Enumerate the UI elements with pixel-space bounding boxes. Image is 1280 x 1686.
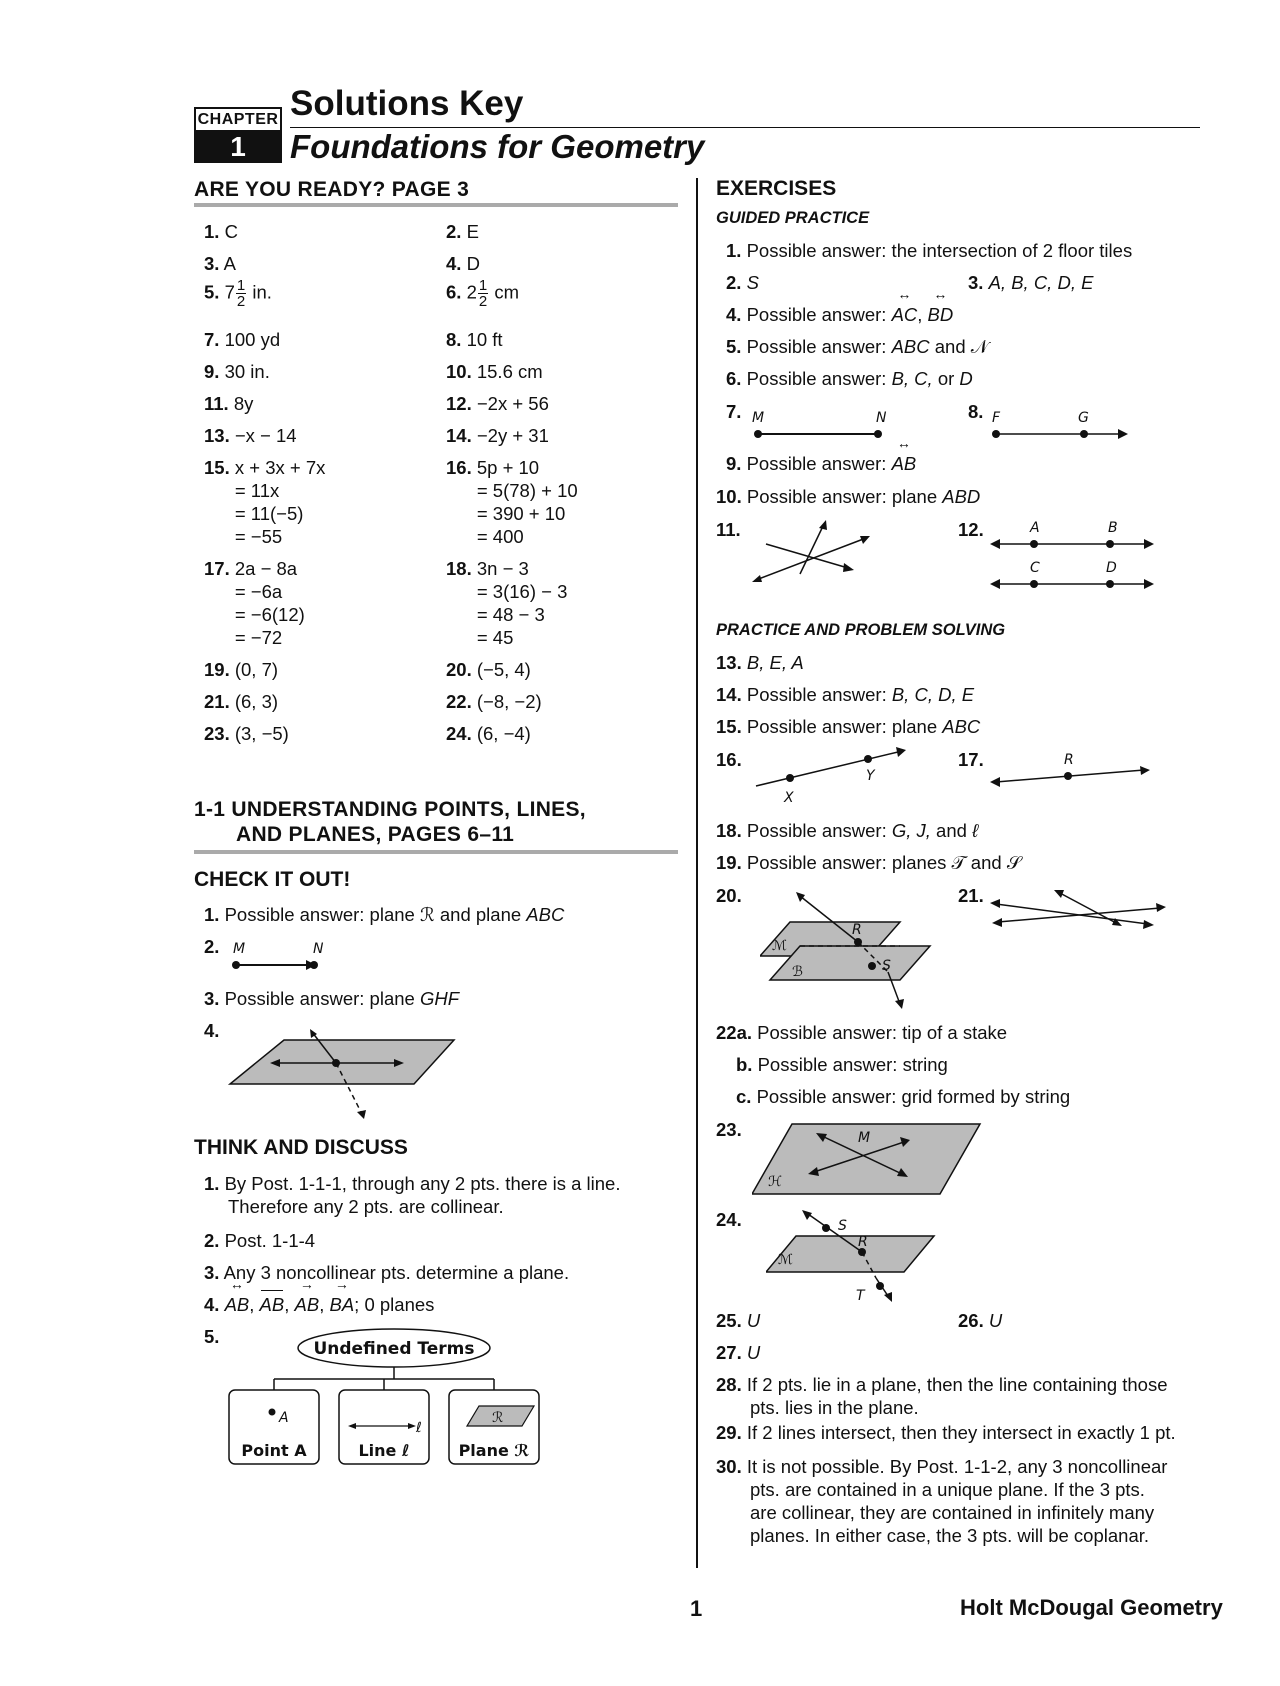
think-item-3: 3. Any 3 noncollinear pts. determine a plane.: [204, 1262, 570, 1283]
practice-22a: 22a. Possible answer: tip of a stake: [716, 1022, 1008, 1043]
ready-item: 20. (−5, 4): [446, 659, 531, 680]
practice-17: 17.: [958, 749, 984, 770]
section-heading-1: 1-1 UNDERSTANDING POINTS, LINES,: [194, 798, 586, 821]
svg-text:T: T: [856, 1288, 865, 1304]
practice-15: 15. Possible answer: plane ABC: [716, 716, 981, 737]
practice-16: 16.: [716, 749, 742, 770]
practice-21-diagram: [988, 884, 1168, 932]
guided-12: 12.: [958, 519, 984, 540]
ready-item: 9. 30 in.: [204, 361, 270, 382]
book-title: Holt McDougal Geometry: [960, 1595, 1223, 1620]
ready-item: 11. 8y: [204, 393, 254, 414]
check-2-diagram: [226, 938, 356, 972]
guided-practice-heading: GUIDED PRACTICE: [716, 209, 870, 227]
svg-text:B: B: [1108, 520, 1118, 536]
guided-8: 8.: [968, 401, 984, 422]
practice-30: 30. It is not possible. By Post. 1-1-2, any 3 noncollinear pts. are contained in a unique plane. If the 3 pts. are collinear, they are contained in infinitely many planes. In either case, the 3 pts. will be coplanar.: [716, 1456, 1168, 1546]
practice-18: 18. Possible answer: G, J, and ℓ: [716, 820, 979, 841]
practice-22b: b. Possible answer: string: [736, 1054, 948, 1075]
page-number: 1: [690, 1596, 703, 1621]
chapter-number: 1: [194, 131, 282, 163]
undefined-terms-diagram: [224, 1326, 554, 1470]
svg-text:A: A: [1030, 520, 1040, 536]
check-heading: CHECK IT OUT!: [194, 868, 351, 891]
section-rule: [194, 850, 678, 854]
think-heading: THINK AND DISCUSS: [194, 1136, 408, 1159]
svg-text:S: S: [882, 958, 891, 974]
point-a-label: Point A: [241, 1441, 307, 1460]
guided-1: 1. Possible answer: the intersection of 2 floor tiles: [726, 240, 1133, 261]
practice-28: 28. If 2 pts. lie in a plane, then the line containing those pts. lies in the plane.: [716, 1374, 1168, 1418]
svg-text:ℳ: ℳ: [778, 1252, 793, 1268]
ready-item: 1. C: [204, 221, 238, 242]
undefined-terms-label: Undefined Terms: [313, 1339, 475, 1359]
ready-item: 6. 2 $\frac{1}{2}$ cm: [446, 277, 520, 310]
guided-11-diagram: [748, 518, 878, 590]
guided-2: 2. S: [726, 272, 759, 293]
check-4-diagram: [224, 1026, 464, 1130]
ready-item: 18. 3n − 3 = 3(16) − 3 = 48 − 3 = 45: [446, 558, 568, 648]
line-label: Line ℓ: [358, 1441, 410, 1460]
svg-text:D: D: [1106, 560, 1117, 576]
practice-14: 14. Possible answer: B, C, D, E: [716, 684, 975, 705]
svg-text:ℬ: ℬ: [792, 964, 804, 980]
ready-item: 23. (3, −5): [204, 723, 289, 744]
practice-13: 13. B, E, A: [716, 652, 804, 673]
ready-item: 4. D: [446, 253, 480, 274]
guided-7: 7.: [726, 401, 742, 422]
guided-7-diagram: [748, 404, 898, 444]
svg-text:N: N: [876, 410, 887, 426]
guided-8-diagram: [988, 404, 1138, 444]
practice-29: 29. If 2 lines intersect, then they intersect in exactly 1 pt.: [716, 1422, 1176, 1443]
think-item-4: 4. AB ↔, AB, AB →, BA →; 0 planes: [204, 1293, 434, 1316]
ready-item: 16. 5p + 10 = 5(78) + 10 = 390 + 10 = 400: [446, 457, 578, 547]
svg-text:ℓ: ℓ: [416, 1420, 422, 1436]
check-item-4: 4.: [204, 1020, 220, 1041]
ready-item: 3. A: [204, 253, 236, 274]
practice-24-diagram: [766, 1206, 946, 1310]
ready-item: 15. x + 3x + 7x = 11x = 11(−5) = −55: [204, 457, 326, 547]
practice-23: 23.: [716, 1119, 742, 1140]
svg-text:C: C: [1030, 560, 1040, 576]
svg-text:R: R: [1064, 752, 1074, 768]
practice-22c: c. Possible answer: grid formed by string: [736, 1086, 1071, 1107]
ready-item: 19. (0, 7): [204, 659, 279, 680]
ready-heading: ARE YOU READY? PAGE 3: [194, 178, 470, 201]
svg-text:R: R: [852, 922, 862, 938]
guided-11: 11.: [716, 519, 741, 540]
svg-text:X: X: [784, 790, 794, 806]
ready-item: 2. E: [446, 221, 479, 242]
practice-27: 27. U: [716, 1342, 761, 1363]
guided-10: 10. Possible answer: plane ABD: [716, 486, 981, 507]
page-title: Solutions Key: [290, 84, 524, 123]
ready-item: 22. (−8, −2): [446, 691, 542, 712]
exercises-heading: EXERCISES: [716, 177, 837, 200]
ready-item: 17. 2a − 8a = −6a = −6(12) = −72: [204, 558, 305, 648]
check-item-2: 2.: [204, 936, 220, 957]
ready-item: 13. −x − 14: [204, 425, 297, 446]
column-divider: [696, 178, 698, 1568]
practice-26: 26. U: [958, 1310, 1003, 1331]
svg-text:R: R: [858, 1234, 868, 1250]
ready-item: 24. (6, −4): [446, 723, 531, 744]
think-item-1: 1. By Post. 1-1-1, through any 2 pts. there is a line. Therefore any 2 pts. are collinear.: [204, 1173, 621, 1217]
practice-23-diagram: [752, 1120, 992, 1200]
practice-25: 25. U: [716, 1310, 761, 1331]
check-item-3: 3. Possible answer: plane GHF: [204, 988, 460, 1009]
svg-text:A: A: [279, 1410, 289, 1426]
chapter-label: CHAPTER: [194, 107, 282, 132]
guided-5: 5. Possible answer: ABC and 𝒩: [726, 336, 989, 357]
svg-text:S: S: [838, 1218, 847, 1234]
guided-9: 9. Possible answer: AB ↔: [726, 452, 916, 475]
svg-text:Y: Y: [866, 768, 875, 784]
check-item-1: 1. Possible answer: plane ℛ and plane ABC: [204, 904, 565, 925]
svg-text:N: N: [313, 941, 324, 957]
ready-item: 8. 10 ft: [446, 329, 503, 350]
ready-item: 12. −2x + 56: [446, 393, 549, 414]
practice-19: 19. Possible answer: planes 𝒯 and 𝒮: [716, 852, 1022, 873]
plane-label: Plane ℛ: [458, 1441, 530, 1460]
guided-4: 4. Possible answer: AC ↔, BD ↔: [726, 303, 953, 326]
svg-text:ℛ: ℛ: [492, 1410, 504, 1426]
ready-item: 7. 100 yd: [204, 329, 281, 350]
guided-6: 6. Possible answer: B, C, or D: [726, 368, 973, 389]
practice-heading: PRACTICE AND PROBLEM SOLVING: [716, 621, 1006, 639]
guided-12-diagram: [988, 518, 1158, 598]
svg-text:M: M: [233, 941, 246, 957]
svg-text:M: M: [858, 1130, 871, 1146]
practice-17-diagram: [988, 750, 1158, 790]
svg-text:ℋ: ℋ: [768, 1174, 782, 1190]
think-item-5: 5.: [204, 1326, 220, 1347]
practice-16-diagram: [748, 742, 918, 806]
practice-20-diagram: [760, 884, 940, 1014]
section-heading-2: AND PLANES, PAGES 6–11: [236, 823, 515, 846]
svg-text:G: G: [1078, 410, 1089, 426]
page-subtitle: Foundations for Geometry: [290, 128, 705, 165]
ready-item: 10. 15.6 cm: [446, 361, 543, 382]
svg-text:F: F: [992, 410, 1001, 426]
svg-text:ℳ: ℳ: [772, 938, 787, 954]
practice-20: 20.: [716, 885, 742, 906]
think-item-2: 2. Post. 1-1-4: [204, 1230, 316, 1251]
practice-21: 21.: [958, 885, 984, 906]
svg-text:M: M: [752, 410, 765, 426]
ready-item: 5. 7 $\frac{1}{2}$ in.: [204, 277, 272, 310]
guided-3: 3. A, B, C, D, E: [968, 272, 1094, 293]
ready-rule: [194, 203, 678, 207]
ready-item: 21. (6, 3): [204, 691, 279, 712]
practice-24: 24.: [716, 1209, 742, 1230]
ready-item: 14. −2y + 31: [446, 425, 549, 446]
